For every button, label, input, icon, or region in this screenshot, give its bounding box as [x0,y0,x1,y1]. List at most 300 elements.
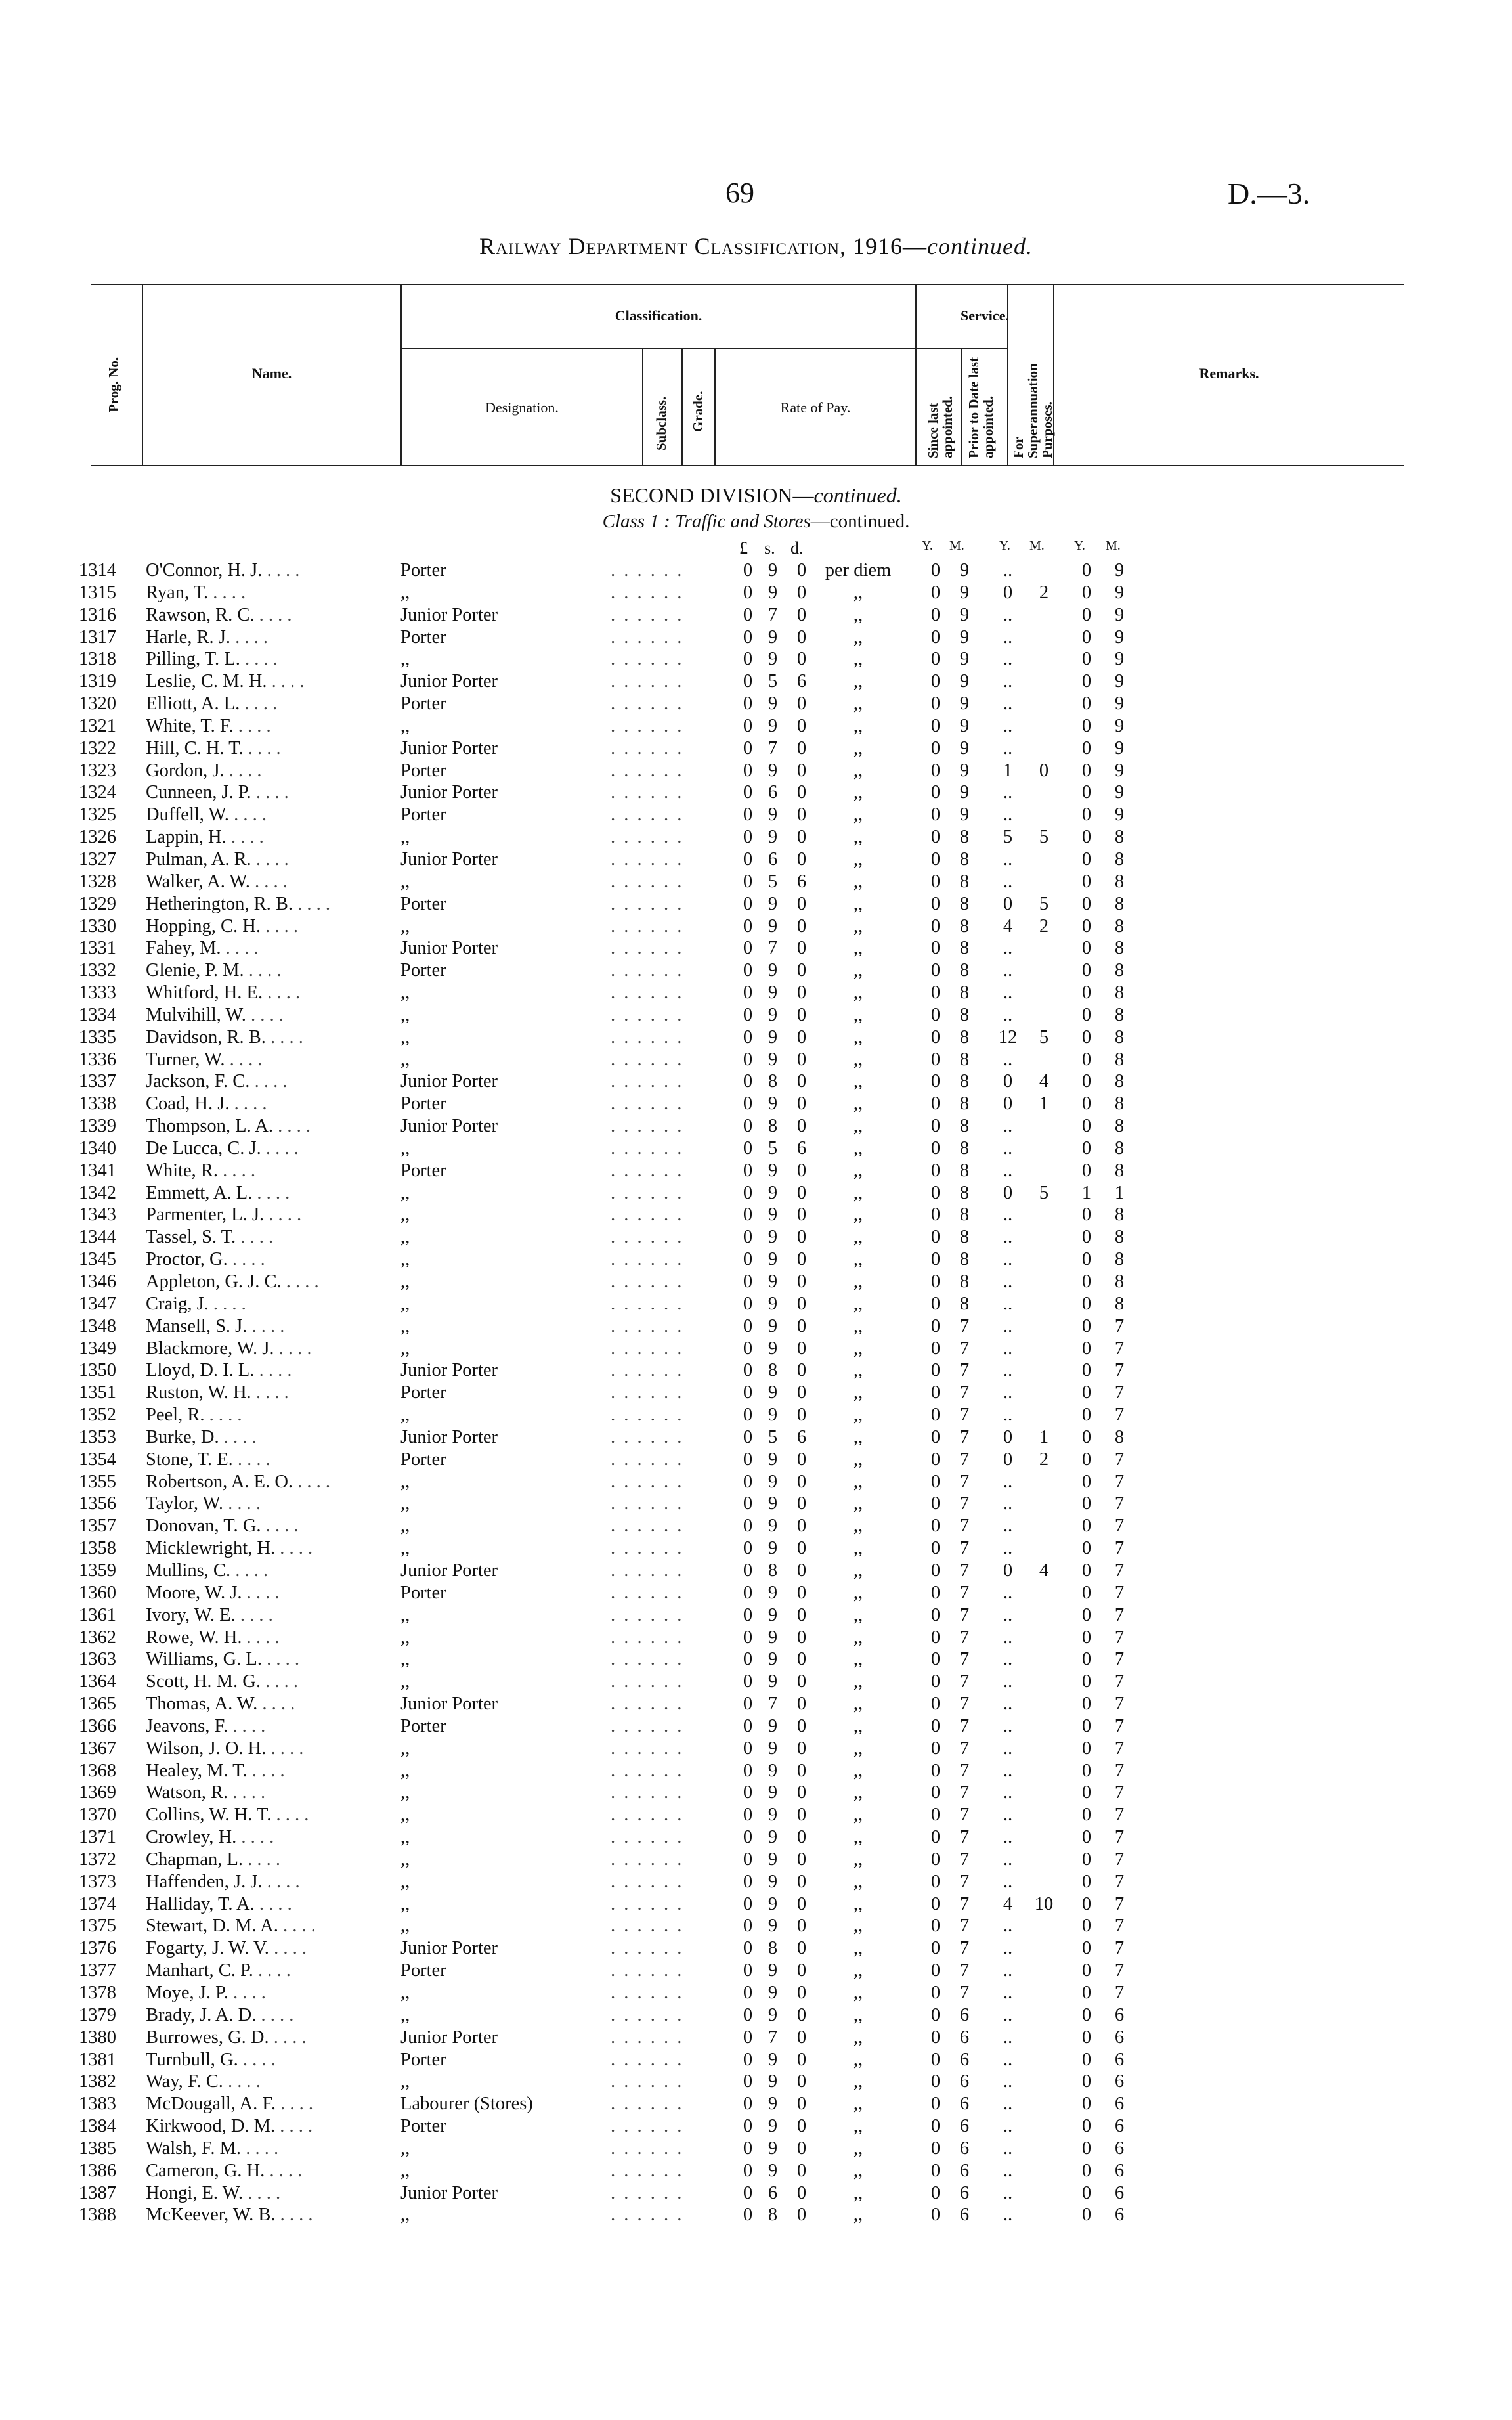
staff-name: Lappin, H. . . [146,826,395,848]
leader-dots: . . . . . . [611,1938,684,1959]
pay-period: ,, [853,1004,863,1025]
unit-shillings: s. [764,539,775,558]
staff-name: Appleton, G. J. C. . . [146,1271,395,1293]
since-last-months: 9 [959,782,970,803]
prior-years: .. [1003,804,1013,825]
pay-period: ,, [853,938,863,959]
leader-dots: . . . . . . [611,1249,684,1270]
prog-no: 1344 [79,1227,116,1248]
superannuation-months: 7 [1114,1449,1125,1470]
prog-no: 1350 [79,1360,116,1381]
pay-shillings: 8 [767,1560,778,1581]
pay-pounds: 0 [743,848,753,869]
pay-pounds: 0 [743,871,753,892]
prior-years: .. [1003,693,1013,715]
superannuation-months: 9 [1114,737,1125,759]
table-row [0,871,1512,893]
since-last-months: 7 [959,1694,970,1715]
superannuation-years: 0 [1081,1049,1092,1070]
since-last-years: 0 [930,1049,941,1070]
since-last-months: 7 [959,1315,970,1336]
table-row [0,648,1512,671]
table-row [0,1049,1512,1071]
pay-period: ,, [853,1071,863,1092]
pay-period: ,, [853,1694,863,1715]
superannuation-months: 8 [1114,915,1125,936]
prog-no: 1320 [79,693,116,715]
superannuation-years: 0 [1081,715,1092,736]
table-row [0,781,1512,804]
pay-pounds: 0 [743,1893,753,1914]
since-last-months: 7 [959,1671,970,1692]
since-last-years: 0 [930,2182,941,2203]
leader-dots: . . . . . . [611,1227,684,1248]
pay-period: ,, [853,693,863,715]
designation: Junior Porter [400,1938,498,1959]
pay-pounds: 0 [743,1715,753,1736]
superannuation-years: 0 [1081,827,1092,848]
since-last-years: 0 [930,627,941,648]
prior-years: .. [1003,1627,1013,1648]
pay-pence: 0 [796,1116,807,1137]
pay-period: ,, [853,960,863,981]
leader-dots: . . . . . . [611,1560,684,1581]
staff-name: Turner, W. . . [146,1049,395,1071]
superannuation-years: 1 [1081,1182,1092,1203]
superannuation-years: 0 [1081,1249,1092,1270]
since-last-years: 0 [930,1960,941,1981]
designation: ,, [400,1516,410,1537]
document-title [0,232,1512,260]
since-last-years: 0 [930,2205,941,2226]
since-last-months: 7 [959,1493,970,1514]
prior-years: .. [1003,1604,1013,1625]
since-last-months: 6 [959,2071,970,2092]
table-row [0,2115,1512,2138]
leader-dots: . . . . . . [611,2116,684,2137]
since-last-months: 8 [959,1293,970,1314]
leader-dots: . . . . . . [611,2094,684,2115]
table-row [0,1915,1512,1937]
prior-years: .. [1003,1405,1013,1426]
pay-period: ,, [853,871,863,892]
prog-no: 1349 [79,1338,116,1359]
pay-pounds: 0 [743,1315,753,1336]
pay-shillings: 9 [767,2138,778,2159]
superannuation-months: 7 [1114,1671,1125,1692]
table-row [0,1404,1512,1426]
pay-shillings: 9 [767,2049,778,2070]
pay-pence: 0 [796,1893,807,1914]
staff-name: Hopping, C. H. . . [146,915,395,938]
since-last-months: 9 [959,804,970,825]
pay-shillings: 9 [767,2094,778,2115]
leader-dots: . . . . . . [611,2027,684,2048]
prog-no: 1387 [79,2182,116,2203]
table-row [0,804,1512,826]
prog-no: 1376 [79,1938,116,1959]
leader-dots: . . . . . . [611,1960,684,1981]
since-last-years: 0 [930,1449,941,1470]
since-last-years: 0 [930,982,941,1003]
prior-years: .. [1003,1849,1013,1870]
prior-years: 0 [1003,1560,1013,1581]
pay-pounds: 0 [743,1137,753,1158]
since-last-years: 0 [930,1182,941,1203]
title-year: 1916— [853,233,928,259]
prog-no: 1328 [79,871,116,892]
since-last-months: 8 [959,848,970,869]
since-last-months: 7 [959,1805,970,1826]
pay-period: ,, [853,848,863,869]
since-last-months: 8 [959,1160,970,1181]
pay-pence: 0 [796,1160,807,1181]
since-last-months: 8 [959,915,970,936]
prior-years: 0 [1003,893,1013,914]
pay-pence: 0 [796,1449,807,1470]
leader-dots: . . . . . . [611,1493,684,1514]
designation: ,, [400,915,410,936]
since-last-years: 0 [930,1426,941,1447]
prior-years: .. [1003,2004,1013,2025]
since-last-years: 0 [930,1627,941,1648]
superannuation-months: 7 [1114,1493,1125,1514]
table-row [0,1826,1512,1849]
header-rate-of-pay: Rate of Pay. [780,399,851,416]
table-row [0,1893,1512,1916]
superannuation-years: 0 [1081,1293,1092,1314]
designation: Junior Porter [400,737,498,759]
prior-years: .. [1003,1204,1013,1225]
prog-no: 1348 [79,1315,116,1336]
prog-no: 1331 [79,938,116,959]
designation: Porter [400,1093,446,1114]
pay-pence: 0 [796,1582,807,1603]
superannuation-years: 0 [1081,1960,1092,1981]
designation: Porter [400,760,446,781]
leader-dots: . . . . . . [611,827,684,848]
pay-shillings: 9 [767,1004,778,1025]
prior-years: 0 [1003,1182,1013,1203]
superannuation-months: 7 [1114,1338,1125,1359]
table-row [0,1204,1512,1226]
superannuation-years: 0 [1081,1449,1092,1470]
prior-years: .. [1003,2116,1013,2137]
pay-pounds: 0 [743,2160,753,2181]
class-suffix: —continued. [810,511,910,532]
pay-period: ,, [853,1315,863,1336]
since-last-years: 0 [930,2071,941,2092]
pay-pence: 0 [796,1271,807,1292]
since-last-months: 9 [959,627,970,648]
since-last-years: 0 [930,782,941,803]
staff-name: Pilling, T. L. . . [146,648,395,671]
superannuation-months: 8 [1114,1204,1125,1225]
pay-shillings: 9 [767,627,778,648]
leader-dots: . . . . . . [611,1582,684,1603]
prior-years: 5 [1003,827,1013,848]
prior-years: .. [1003,1960,1013,1981]
table-row [0,1493,1512,1515]
header-name: Name. [251,365,292,382]
pay-period: ,, [853,1738,863,1759]
header-grade: Grade. [690,391,706,432]
since-last-years: 0 [930,1315,941,1336]
staff-name: White, R. . . [146,1160,395,1182]
pay-pence: 0 [796,1983,807,2003]
pay-shillings: 5 [767,671,778,692]
prog-no: 1378 [79,1983,116,2003]
prog-no: 1366 [79,1715,116,1736]
pay-shillings: 9 [767,1227,778,1248]
leader-dots: . . . . . . [611,2049,684,2070]
since-last-months: 7 [959,1938,970,1959]
pay-pence: 0 [796,560,807,581]
superannuation-years: 0 [1081,2182,1092,2203]
staff-name: Ryan, T. . . [146,582,395,604]
designation: ,, [400,1471,410,1492]
pay-shillings: 8 [767,1938,778,1959]
prior-years: 0 [1003,1093,1013,1114]
prog-no: 1385 [79,2138,116,2159]
pay-shillings: 9 [767,1827,778,1848]
class-name: Traffic and Stores [675,511,811,532]
prior-years: .. [1003,2094,1013,2115]
pay-pence: 0 [796,1871,807,1892]
prior-months: 5 [1039,1026,1049,1047]
pay-pence: 0 [796,1315,807,1336]
pay-shillings: 6 [767,782,778,803]
designation: ,, [400,1293,410,1314]
pay-period: ,, [853,2160,863,2181]
prior-years: .. [1003,649,1013,670]
staff-name: Peel, R. . . [146,1404,395,1426]
prior-years: .. [1003,1116,1013,1137]
table-row [0,1760,1512,1782]
pay-period: ,, [853,2116,863,2137]
pay-pounds: 0 [743,715,753,736]
prior-months: 5 [1039,893,1049,914]
pay-period: ,, [853,604,863,625]
superannuation-months: 7 [1114,1315,1125,1336]
staff-name: Pulman, A. R. . . [146,848,395,871]
table-row [0,1804,1512,1826]
pay-shillings: 6 [767,848,778,869]
superannuation-years: 0 [1081,1071,1092,1092]
prior-years: .. [1003,1338,1013,1359]
pay-pounds: 0 [743,693,753,715]
prog-no: 1360 [79,1582,116,1603]
prior-years: .. [1003,1293,1013,1314]
pay-pence: 0 [796,1471,807,1492]
pay-period: ,, [853,1426,863,1447]
pay-shillings: 9 [767,1671,778,1692]
pay-period: ,, [853,671,863,692]
designation: ,, [400,1871,410,1892]
pay-pence: 6 [796,671,807,692]
superannuation-years: 0 [1081,1227,1092,1248]
since-last-months: 7 [959,1738,970,1759]
since-last-months: 8 [959,1227,970,1248]
table-row [0,1471,1512,1493]
superannuation-years: 0 [1081,582,1092,603]
pay-shillings: 9 [767,893,778,914]
since-last-months: 9 [959,671,970,692]
designation: ,, [400,1271,410,1292]
leader-dots: . . . . . . [611,2205,684,2226]
prog-no: 1370 [79,1805,116,1826]
pay-period: ,, [853,1093,863,1114]
pay-pounds: 0 [743,1426,753,1447]
prog-no: 1380 [79,2027,116,2048]
pay-period: ,, [853,1516,863,1537]
prior-years: .. [1003,938,1013,959]
pay-pence: 0 [796,782,807,803]
leader-dots: . . . . . . [611,1315,684,1336]
staff-name: Turnbull, G. . . [146,2049,395,2071]
superannuation-years: 0 [1081,604,1092,625]
pay-pounds: 0 [743,938,753,959]
pay-period: ,, [853,1871,863,1892]
leader-dots: . . . . . . [611,1671,684,1692]
prog-no: 1336 [79,1049,116,1070]
pay-shillings: 9 [767,1582,778,1603]
designation: Porter [400,2049,446,2070]
pay-period: ,, [853,627,863,648]
pay-period: ,, [853,2004,863,2025]
leader-dots: . . . . . . [611,1426,684,1447]
prior-years: .. [1003,1271,1013,1292]
pay-pounds: 0 [743,1071,753,1092]
superannuation-years: 0 [1081,1026,1092,1047]
pay-shillings: 9 [767,1871,778,1892]
since-last-months: 9 [959,715,970,736]
pay-pence: 0 [796,1004,807,1025]
superannuation-months: 7 [1114,1983,1125,2003]
prog-no: 1322 [79,737,116,759]
since-last-years: 0 [930,560,941,581]
prior-years: .. [1003,1694,1013,1715]
designation: Porter [400,1449,446,1470]
pay-shillings: 8 [767,1071,778,1092]
pay-pence: 0 [796,1805,807,1826]
leader-dots: . . . . . . [611,1849,684,1870]
superannuation-months: 7 [1114,1405,1125,1426]
pay-pence: 0 [796,1782,807,1803]
prog-no: 1373 [79,1871,116,1892]
prog-no: 1332 [79,960,116,981]
superannuation-months: 7 [1114,1604,1125,1625]
table-row [0,1315,1512,1338]
since-last-months: 6 [959,2094,970,2115]
since-last-years: 0 [930,2116,941,2137]
since-last-years: 0 [930,915,941,936]
division-title-cont: continued. [813,483,902,507]
pay-shillings: 9 [767,1182,778,1203]
superannuation-months: 7 [1114,1582,1125,1603]
designation: ,, [400,1004,410,1025]
table-row [0,1871,1512,1893]
pay-pounds: 0 [743,649,753,670]
staff-name: Fahey, M. . . [146,937,395,959]
designation: Porter [400,893,446,914]
superannuation-months: 9 [1114,715,1125,736]
staff-name: Wilson, J. O. H. . . [146,1738,395,1760]
superannuation-years: 0 [1081,915,1092,936]
pay-pence: 0 [796,604,807,625]
designation: ,, [400,1649,410,1670]
pay-period: ,, [853,1604,863,1625]
prior-years: .. [1003,2205,1013,2226]
pay-pence: 0 [796,1560,807,1581]
superannuation-years: 0 [1081,1493,1092,1514]
table-row [0,604,1512,627]
pay-pounds: 0 [743,2138,753,2159]
prog-no: 1342 [79,1182,116,1203]
since-last-months: 8 [959,1204,970,1225]
superannuation-years: 0 [1081,1849,1092,1870]
table-row [0,893,1512,915]
table-row [0,1382,1512,1404]
leader-dots: . . . . . . [611,1538,684,1559]
prior-years: .. [1003,1471,1013,1492]
staff-name: Elliott, A. L. . . [146,693,395,715]
pay-pounds: 0 [743,1360,753,1381]
designation: ,, [400,1538,410,1559]
prog-no: 1381 [79,2049,116,2070]
designation: ,, [400,1849,410,1870]
superannuation-years: 0 [1081,1360,1092,1381]
superannuation-years: 0 [1081,1382,1092,1403]
prior-months: 2 [1039,1449,1049,1470]
designation: ,, [400,827,410,848]
header-since-last: Since last appointed. [925,395,956,458]
class-prefix: Class 1 : [602,511,670,532]
pay-shillings: 9 [767,1315,778,1336]
superannuation-months: 8 [1114,1249,1125,1270]
prior-years: 1 [1003,760,1013,781]
prior-years: .. [1003,1227,1013,1248]
staff-name: Burrowes, G. D. . . [146,2027,395,2049]
designation: Porter [400,960,446,981]
superannuation-years: 0 [1081,960,1092,981]
since-last-years: 0 [930,1827,941,1848]
table-row [0,715,1512,737]
pay-pence: 0 [796,1694,807,1715]
leader-dots: . . . . . . [611,760,684,781]
pay-pounds: 0 [743,1516,753,1537]
leader-dots: . . . . . . [611,1627,684,1648]
superannuation-years: 0 [1081,1516,1092,1537]
staff-name: Coad, H. J. . . [146,1093,395,1115]
since-last-years: 0 [930,582,941,603]
since-last-years: 0 [930,604,941,625]
prog-no: 1343 [79,1204,116,1225]
pay-pence: 0 [796,982,807,1003]
staff-name: Blackmore, W. J. . . [146,1338,395,1360]
superannuation-years: 0 [1081,1271,1092,1292]
leader-dots: . . . . . . [611,1715,684,1736]
since-last-months: 7 [959,1715,970,1736]
table-row [0,2138,1512,2160]
designation: Junior Porter [400,671,498,692]
leader-dots: . . . . . . [611,1805,684,1826]
pay-shillings: 9 [767,1026,778,1047]
pay-pence: 0 [796,1738,807,1759]
superannuation-months: 8 [1114,960,1125,981]
superannuation-years: 0 [1081,1338,1092,1359]
since-last-months: 6 [959,2049,970,2070]
